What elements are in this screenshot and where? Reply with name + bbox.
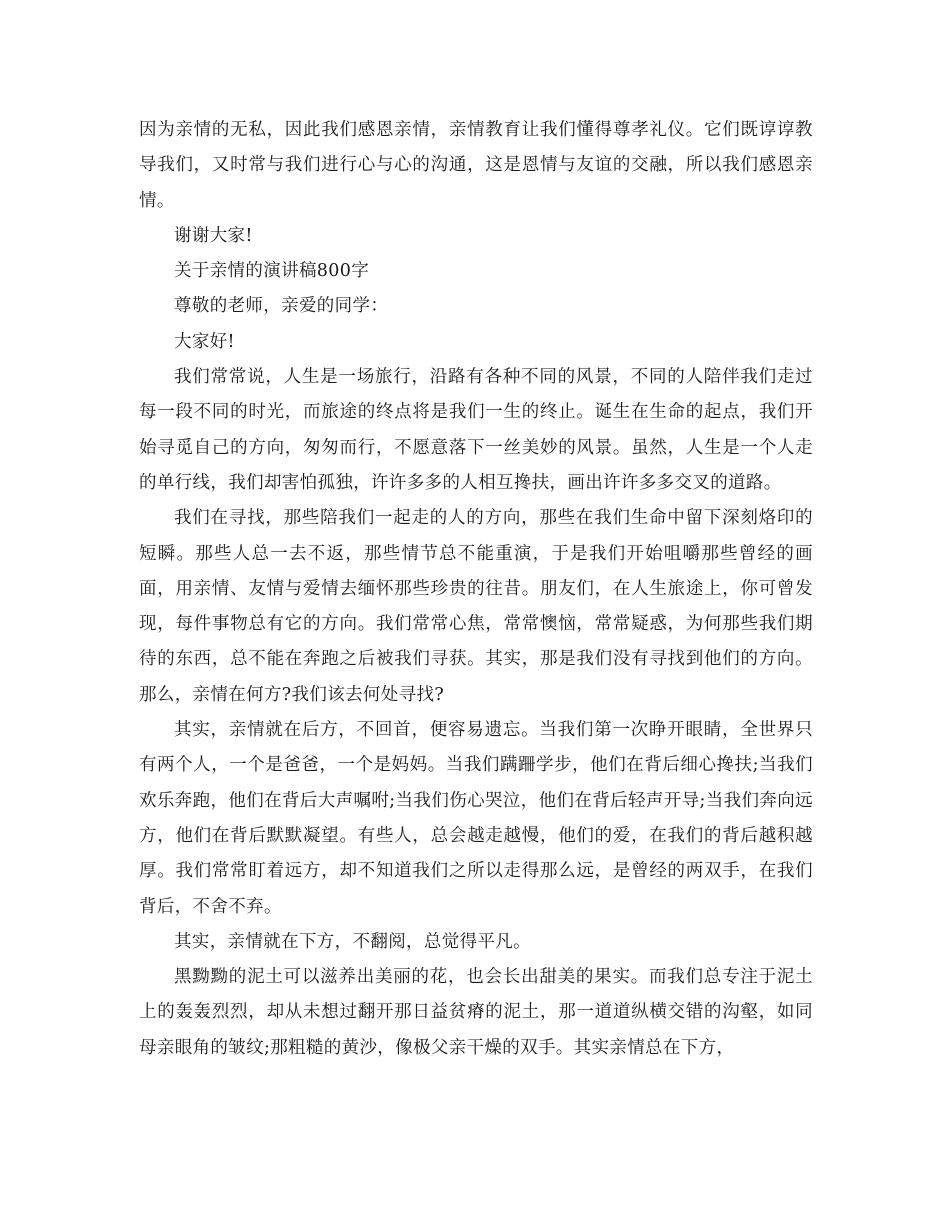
document-body: [139, 113, 813, 1066]
paragraph-9: 其实，亲情就在下方，不翻阅，总觉得平凡。: [174, 931, 531, 952]
paragraph-4-salutation: 尊敬的老师，亲爱的同学：: [174, 296, 389, 317]
paragraph-3-heading: 关于亲情的演讲稿800字: [174, 261, 370, 282]
paragraph-1: 因为亲情的无私，因此我们感恩亲情，亲情教育让我们懂得尊孝礼仪。它们既谆谆教导我们，又时常与我们进行心与心的沟通，这是恩情与友谊的交融，所以我们感恩亲情。: [139, 120, 813, 211]
paragraph-7: 我们在寻找，那些陪我们一起走的人的方向，那些在我们生命中留下深刻烙印的短瞬。那些人总一去不返，那些情节总不能重演，于是我们开始咀嚼那些曾经的画面，用亲情、友情与爱情去缅怀那些珍贵的往昔。朋友们，在人生旅途上，你可曾发现，每件事物总有它的方向。我们常常心焦，常常懊恼，常常疑惑，为何那些我们期待的东西，总不能在奔跑之后被我们寻获。其实，那是我们没有寻找到他们的方向。那么，亲情在何方?我们该去何处寻找?: [139, 508, 813, 705]
paragraph-8: 其实，亲情就在后方，不回首，便容易遗忘。当我们第一次睁开眼睛，全世界只有两个人，一个是爸爸，一个是妈妈。当我们蹒跚学步，他们在背后细心搀扶;当我们欢乐奔跑，他们在背后大声嘱咐;当我们伤心哭泣，他们在背后轻声开导;当我们奔向远方，他们在背后默默凝望。有些人，总会越走越慢，他们的爱，在我们的背后越积越厚。我们常常盯着远方，却不知道我们之所以走得那么远，是曾经的两双手，在我们背后，不舍不弃。: [139, 720, 813, 917]
paragraph-6: 我们常常说，人生是一场旅行，沿路有各种不同的风景，不同的人陪伴我们走过每一段不同的时光，而旅途的终点将是我们一生的终止。诞生在生命的起点，我们开始寻觅自己的方向，匆匆而行，不愿意落下一丝美妙的风景。虽然，人生是一个人走的单行线，我们却害怕孤独，许许多多的人相互搀扶，画出许许多多交叉的道路。: [139, 367, 813, 493]
paragraph-10: 黑黝黝的泥土可以滋养出美丽的花，也会长出甜美的果实。而我们总专注于泥土上的轰轰烈烈，却从未想过翻开那日益贫瘠的泥土，那一道道纵横交错的沟壑，如同母亲眼角的皱纹;那粗糙的黄沙，像极父亲干燥的双手。其实亲情总在下方，: [139, 967, 813, 1058]
paragraph-2: 谢谢大家!: [174, 225, 253, 246]
paragraph-5-greeting: 大家好!: [174, 331, 235, 352]
